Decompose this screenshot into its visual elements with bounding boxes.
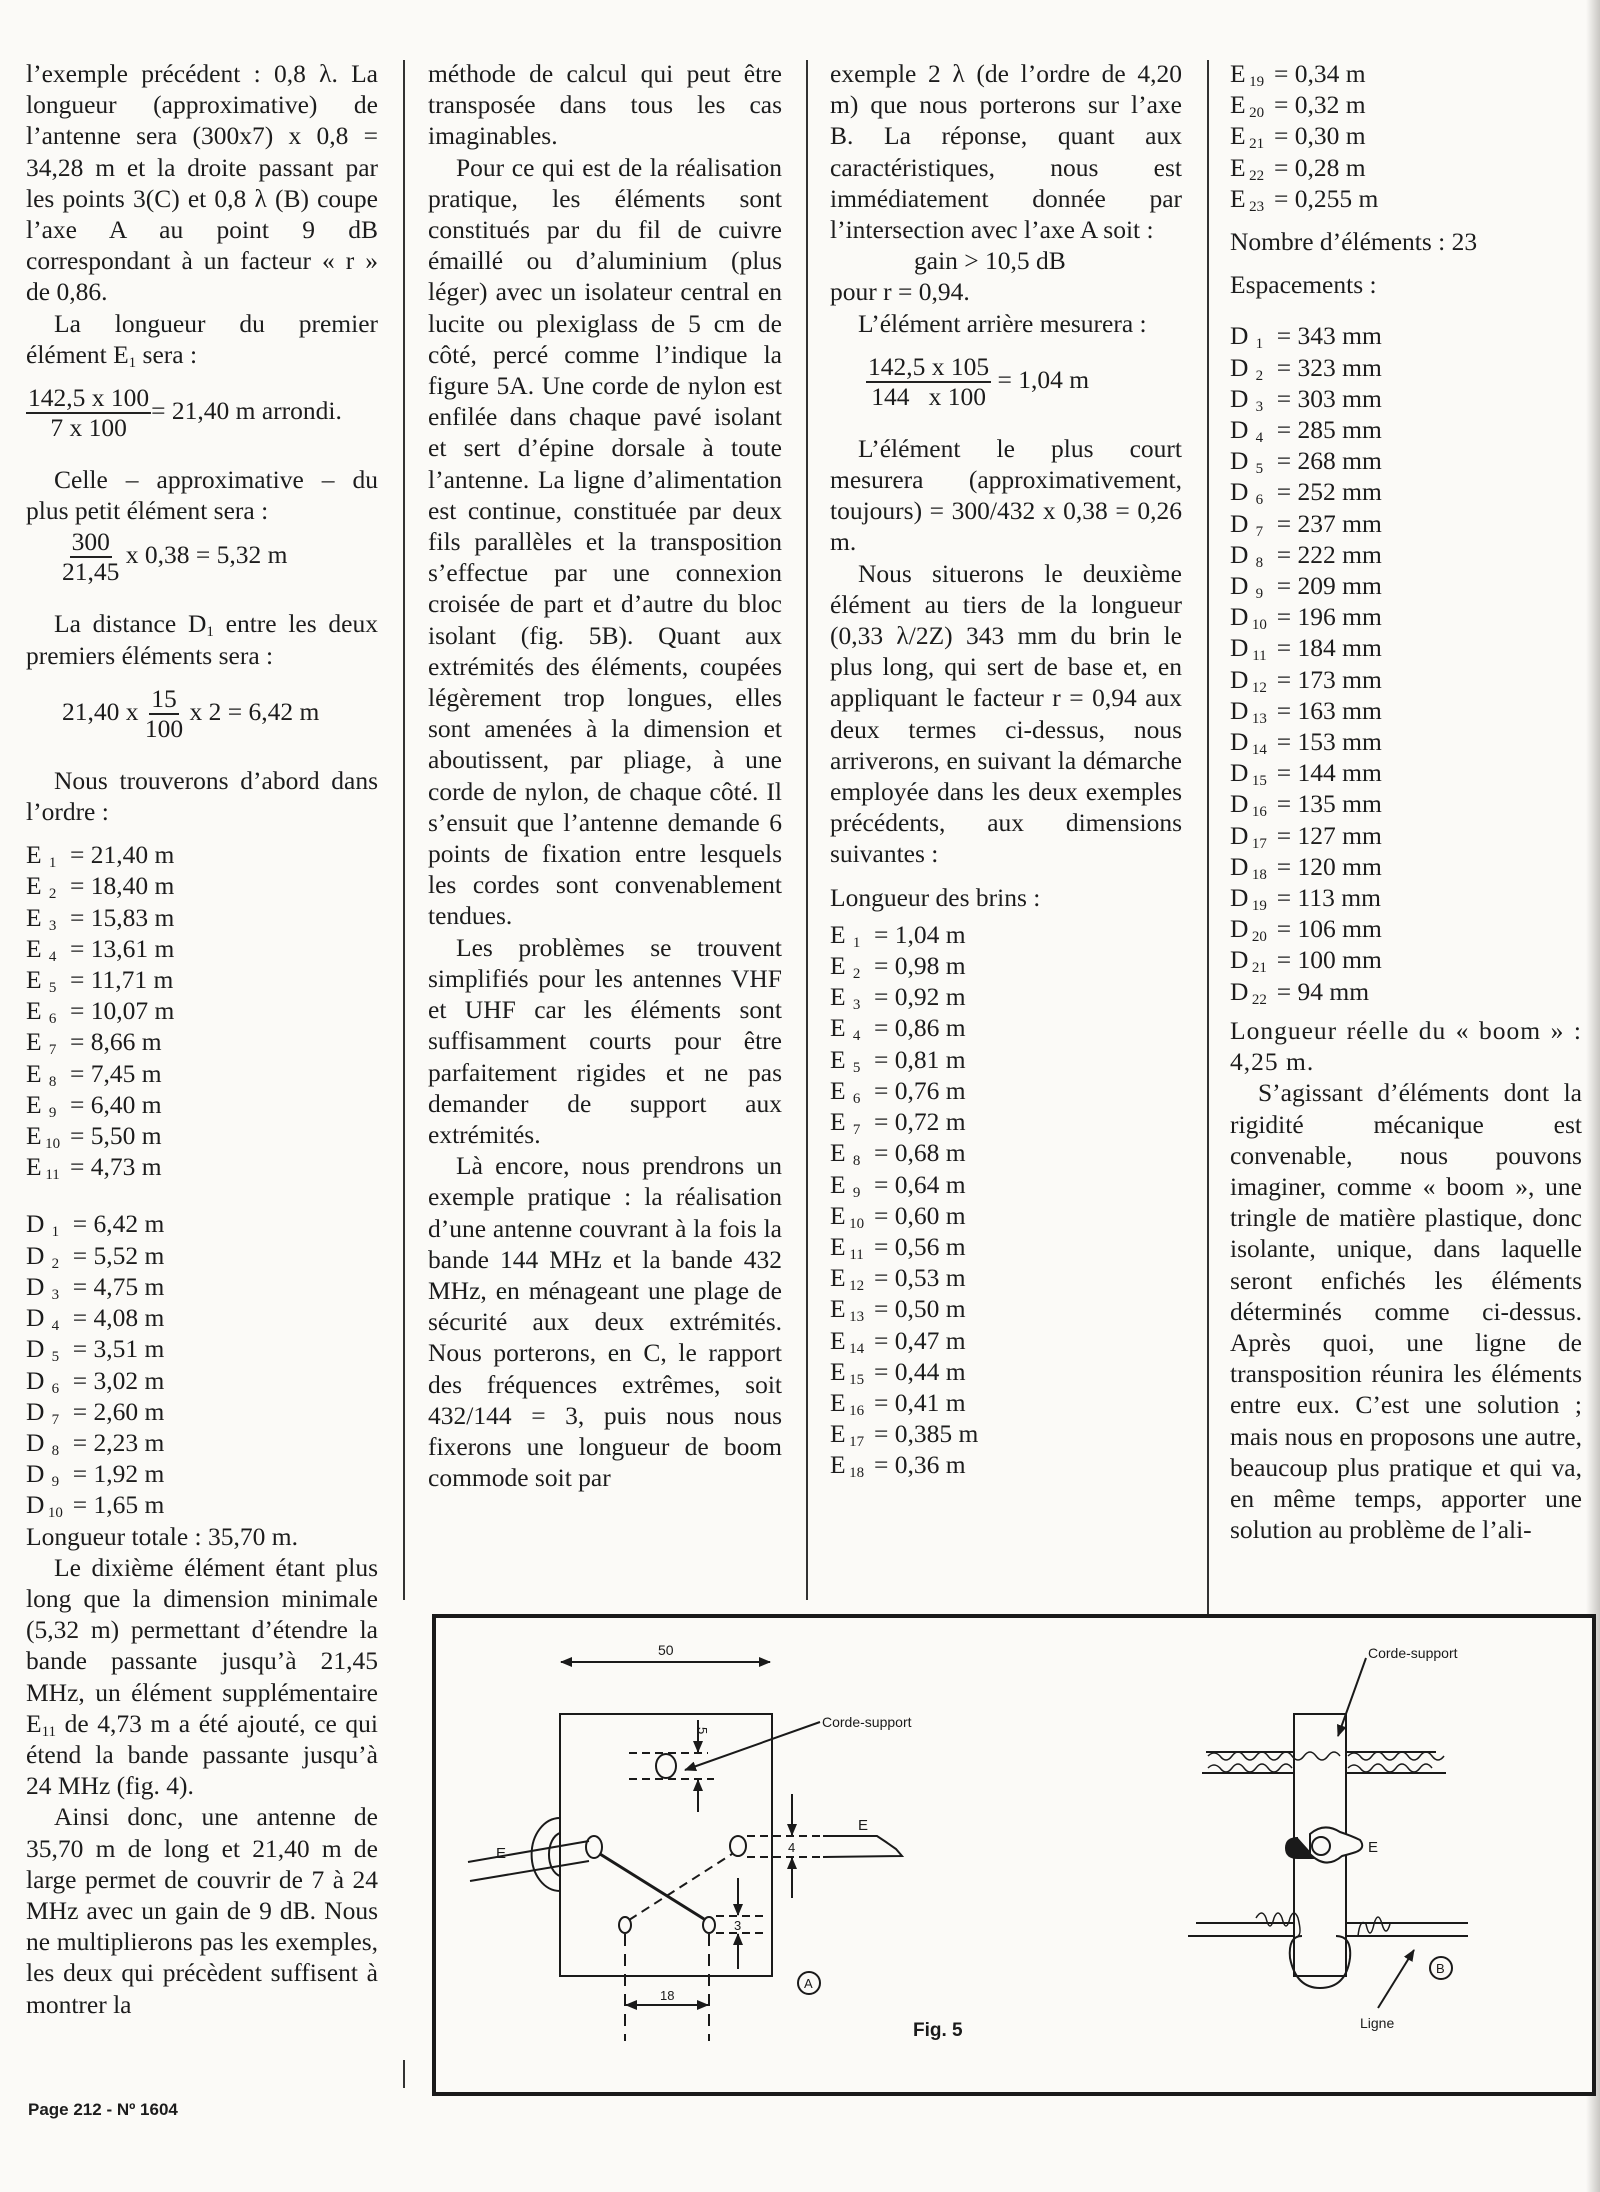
value: = 303 mm: [1270, 383, 1382, 413]
element-length-list: [26, 839, 378, 1182]
symbol: D: [26, 1459, 45, 1489]
symbol: E: [1230, 152, 1246, 182]
symbol: D: [26, 1303, 45, 1333]
symbol: D: [1230, 477, 1249, 507]
symbol: D: [26, 1490, 45, 1520]
spacings-title: Espacements :: [1230, 270, 1377, 300]
element-length-item: E $_3$ = 0,92 m: [830, 982, 966, 1014]
element-spacing-item: D $_{13}$ = 163 mm: [1230, 695, 1382, 727]
column-1: [26, 58, 378, 2020]
value: = 0,92 m: [867, 982, 966, 1012]
symbol: D: [1230, 633, 1249, 663]
value: = 5,52 m: [66, 1240, 165, 1270]
value: = 113 mm: [1270, 883, 1381, 913]
paragraph: Pour ce qui est de la réalisation pratique, les éléments sont constitués par du fil de cuivre émaillé ou d’aluminium (plus léger) avec un isolateur central en lucite ou plexiglass de 5 cm de côté, percé comme l’indique la figure 5A. Une corde de nylon est enfilée dans chaque pavé isolant et sert d’épine dorsale à toute l’antenne. La ligne d’alimentation est continue, constituée par deux fils parallèles et la transposition s’effectue par une connexion croisée de part et d’autre du bloc isolant (fig. 5B). Quant aux extrémités des éléments, coupées légèrement trop longues, elles sont amenées à la dimension et aboutissent, par pliage, à une corde de nylon, de chaque côté. Il s’ensuit que l’antenne demande 6 points de fixation entre lesquels les cordes sont convenablement tendues.: [428, 152, 782, 931]
value: = 0,30 m: [1267, 121, 1366, 151]
value: = 343 mm: [1270, 321, 1382, 351]
symbol: D: [1230, 664, 1249, 694]
dim-label-4: 4: [788, 1840, 796, 1855]
element-length-item: E $_4$ = 13,61 m: [26, 933, 175, 965]
symbol: E: [830, 951, 846, 981]
element-length-item: E $_{17}$ = 0,385 m: [830, 1419, 979, 1451]
value: = 0,56 m: [867, 1231, 966, 1261]
element-length-item: E $_{15}$ = 0,44 m: [830, 1356, 966, 1388]
column-rule: [806, 60, 808, 1600]
value: = 127 mm: [1270, 820, 1382, 850]
paragraph: Nous trouverons d’abord dans l’ordre :: [26, 765, 378, 827]
element-spacing-item: D $_4$ = 4,08 m: [26, 1303, 165, 1335]
element-length-item: E $_5$ = 0,81 m: [830, 1044, 966, 1076]
column-rule: [403, 2060, 405, 2088]
value: = 0,76 m: [867, 1075, 966, 1105]
element-length-item: E $_1$ = 1,04 m: [830, 919, 966, 951]
element-spacing-item: D $_3$ = 303 mm: [1230, 383, 1382, 415]
symbol: E: [26, 1152, 42, 1182]
column-4: [1230, 58, 1582, 1545]
symbol: D: [1230, 976, 1249, 1006]
value: = 2,23 m: [66, 1427, 165, 1457]
element-length-item: E $_7$ = 0,72 m: [830, 1107, 966, 1139]
symbol: E: [830, 1325, 846, 1355]
equation-min-element: $\frac{300}{21,45}$ x 0,38 = 5,32 m: [62, 527, 288, 587]
value: = 0,44 m: [867, 1356, 966, 1386]
element-length-item: E $_8$ = 0,68 m: [830, 1138, 966, 1170]
element-label-left: E: [496, 1845, 507, 1862]
symbol: D: [1230, 539, 1249, 569]
element-label-b: E: [1368, 1839, 1379, 1856]
symbol: D: [26, 1209, 45, 1239]
value: = 0,255 m: [1267, 183, 1379, 213]
value: = 0,34 m: [1267, 59, 1366, 88]
element-spacing-item: D $_{20}$ = 106 mm: [1230, 914, 1382, 946]
symbol: E: [830, 1294, 846, 1324]
element-length-list: [1230, 58, 1582, 214]
paragraph: Ainsi donc, une antenne de 35,70 m de long et 21,40 m de large permet de couvrir de 7 à 24 MHz avec un gain de 9 dB. Nous ne multiplierons pas les exemples, les deux qui précèdent suffisent à montrer la: [26, 1802, 378, 2019]
element-count: Nombre d’éléments : 23: [1230, 227, 1478, 257]
label-a: A: [804, 1976, 813, 1991]
value: = 0,36 m: [867, 1450, 966, 1480]
element-spacing-item: D $_{11}$ = 184 mm: [1230, 633, 1382, 665]
symbol: E: [26, 1027, 42, 1057]
symbol: D: [1230, 758, 1249, 788]
boom-length: Longueur réelle du « boom » : 4,25 m.: [1230, 1015, 1582, 1077]
brins-title: Longueur des brins :: [830, 882, 1041, 912]
element-spacing-item: D $_1$ = 343 mm: [1230, 321, 1382, 353]
value: = 0,64 m: [867, 1169, 966, 1199]
element-spacing-item: D $_9$ = 1,92 m: [26, 1459, 165, 1491]
element-length-item: E $_{13}$ = 0,50 m: [830, 1294, 966, 1326]
value: = 0,72 m: [867, 1107, 966, 1137]
value: = 120 mm: [1270, 851, 1382, 881]
element-length-item: E $_2$ = 18,40 m: [26, 871, 175, 903]
symbol: D: [1230, 820, 1249, 850]
symbol: E: [26, 871, 42, 901]
value: = 13,61 m: [63, 933, 175, 963]
element-spacing-item: D $_{10}$ = 196 mm: [1230, 602, 1382, 634]
symbol: E: [830, 982, 846, 1012]
element-length-item: E $_{16}$ = 0,41 m: [830, 1387, 966, 1419]
element-spacing-item: D $_{10}$ = 1,65 m: [26, 1490, 165, 1522]
symbol: D: [1230, 321, 1249, 351]
value: = 153 mm: [1270, 727, 1382, 757]
element-spacing-item: D $_7$ = 237 mm: [1230, 508, 1382, 540]
symbol: E: [26, 1058, 42, 1088]
symbol: D: [1230, 446, 1249, 476]
value: = 10,07 m: [63, 996, 175, 1026]
paragraph: l’exemple précédent : 0,8 λ. La longueur (approximative) de l’antenne sera (300x7) x 0,8 = 34,28 m et la droite passant par les points 3(C) et 0,8 λ (B) coupe l’axe A au point 9 dB correspondant à un facteur « r » de 0,86.: [26, 59, 378, 307]
symbol: E: [830, 1356, 846, 1386]
page-footer: Page 212 - Nº 1604: [28, 2100, 178, 2119]
value: = 268 mm: [1270, 446, 1382, 476]
symbol: E: [830, 1450, 846, 1480]
symbol: D: [1230, 789, 1249, 819]
column-2: [428, 58, 782, 1493]
value: = 7,45 m: [63, 1058, 162, 1088]
element-spacing-list: [1230, 320, 1582, 1006]
total-length: Longueur totale : 35,70 m.: [26, 1521, 298, 1551]
symbol: E: [830, 1200, 846, 1230]
symbol: E: [830, 1044, 846, 1074]
symbol: E: [26, 1089, 42, 1119]
paragraph: S’agissant d’éléments dont la rigidité mécanique est convenable, nous pouvons imaginer, comme « boom », une tringle de matière plastique, donc isolante, unique, dans laquelle seront enfichés les éléments déterminés comme ci-dessus. Après quoi, une ligne de transposition réunira les éléments entre eux. C’est une solution ; mais nous en proposons une autre, beaucoup plus pratique et qui va, en même temps, apporter une solution au problème de l’ali-: [1230, 1078, 1582, 1545]
element-spacing-item: D $_{18}$ = 120 mm: [1230, 851, 1382, 883]
value: = 163 mm: [1270, 695, 1382, 725]
symbol: D: [26, 1365, 45, 1395]
value: = 4,08 m: [66, 1303, 165, 1333]
element-spacing-item: D $_7$ = 2,60 m: [26, 1396, 165, 1428]
element-spacing-item: D $_9$ = 209 mm: [1230, 571, 1382, 603]
figure-caption: Fig. 5: [913, 2020, 963, 2041]
element-length-item: E $_2$ = 0,98 m: [830, 951, 966, 983]
corde-support-label-a: Corde-support: [822, 1714, 912, 1730]
paragraph: L’élément arrière mesurera :: [858, 308, 1147, 338]
symbol: E: [1230, 59, 1246, 88]
symbol: D: [26, 1334, 45, 1364]
dim-label-18: 18: [660, 1988, 675, 2003]
dim-label-50: 50: [658, 1642, 674, 1658]
value: = 252 mm: [1270, 477, 1382, 507]
value: = 0,32 m: [1267, 90, 1366, 120]
element-spacing-item: D $_{19}$ = 113 mm: [1230, 883, 1381, 915]
symbol: E: [830, 1231, 846, 1261]
symbol: E: [26, 840, 42, 870]
value: = 184 mm: [1270, 633, 1382, 663]
symbol: E: [830, 1419, 846, 1449]
equation-d1: 21,40 x $\frac{15}{100}$ x 2 = 6,42 m: [62, 683, 320, 743]
value: = 6,40 m: [63, 1089, 162, 1119]
symbol: E: [26, 996, 42, 1026]
value: = 1,65 m: [66, 1490, 165, 1520]
element-spacing-item: D $_5$ = 268 mm: [1230, 446, 1382, 478]
element-length-item: E $_8$ = 7,45 m: [26, 1058, 162, 1090]
element-length-item: E $_7$ = 8,66 m: [26, 1027, 162, 1059]
value: = 0,53 m: [867, 1263, 966, 1293]
equation-e1: $\frac{142,5 x 100}{7 x 100}$ = 21,40 m arrondi.: [28, 383, 342, 443]
figure-5: [432, 1614, 1596, 2096]
value: = 4,75 m: [66, 1271, 165, 1301]
element-spacing-item: D $_4$ = 285 mm: [1230, 415, 1382, 447]
symbol: E: [830, 1075, 846, 1105]
element-spacing-item: D $_{14}$ = 153 mm: [1230, 727, 1382, 759]
value: = 173 mm: [1270, 664, 1382, 694]
paragraph: La distance $D_1$ entre les deux premiers éléments sera :: [26, 609, 379, 670]
value: = 196 mm: [1270, 602, 1382, 632]
ligne-label: Ligne: [1360, 2015, 1395, 2031]
symbol: E: [830, 1387, 846, 1417]
element-label-right: E: [858, 1817, 869, 1834]
value: = 0,98 m: [867, 951, 966, 981]
element-spacing-item: D $_5$ = 3,51 m: [26, 1334, 165, 1366]
value: = 94 mm: [1270, 976, 1370, 1006]
symbol: E: [26, 1121, 42, 1151]
value: = 0,86 m: [867, 1013, 966, 1043]
value: = 5,50 m: [63, 1121, 162, 1151]
equation-rear-element: $\frac{142,5 x 105}{144 x 100}$ = 1,04 m: [868, 351, 1090, 411]
element-spacing-item: D $_3$ = 4,75 m: [26, 1271, 165, 1303]
element-spacing-item: D $_{21}$ = 100 mm: [1230, 945, 1382, 977]
paragraph: Là encore, nous prendrons un exemple pratique : la réalisation d’une antenne couvrant à la fois la bande 144 MHz et la bande 432 MHz, en ménageant une plage de sécurité aux deux extrémités. Nous porterons, en C, le rapport des fréquences extrêmes, soit 432/144 = 3, puis nous nous fixerons une longueur de boom commode soit par: [428, 1151, 782, 1493]
element-length-item: E $_1$ = 21,40 m: [26, 840, 175, 872]
value: = 3,51 m: [66, 1334, 165, 1364]
element-length-item: E $_{11}$ = 0,56 m: [830, 1231, 966, 1263]
element-spacing-item: D $_8$ = 2,23 m: [26, 1427, 165, 1459]
value: = 6,42 m: [66, 1209, 165, 1239]
symbol: D: [1230, 415, 1249, 445]
symbol: D: [1230, 602, 1249, 632]
element-spacing-list: [26, 1208, 378, 1520]
value: = 285 mm: [1270, 415, 1382, 445]
value: = 0,385 m: [867, 1419, 979, 1449]
value: = 3,02 m: [66, 1365, 165, 1395]
symbol: E: [26, 902, 42, 932]
symbol: E: [830, 1138, 846, 1168]
element-length-item: E $_{22}$ = 0,28 m: [1230, 152, 1366, 184]
element-length-list: [830, 919, 1182, 1481]
value: = 0,41 m: [867, 1387, 966, 1417]
value: = 18,40 m: [63, 871, 175, 901]
element-length-item: E $_{18}$ = 0,36 m: [830, 1450, 966, 1482]
element-spacing-item: D $_8$ = 222 mm: [1230, 539, 1382, 571]
value: = 2,60 m: [66, 1396, 165, 1426]
symbol: D: [1230, 508, 1249, 538]
symbol: E: [26, 965, 42, 995]
symbol: D: [1230, 883, 1249, 913]
element-spacing-item: D $_6$ = 252 mm: [1230, 477, 1382, 509]
element-length-item: E $_{14}$ = 0,47 m: [830, 1325, 966, 1357]
value: = 11,71 m: [63, 965, 174, 995]
label-b: B: [1436, 1961, 1445, 1976]
symbol: E: [830, 1169, 846, 1199]
symbol: D: [1230, 727, 1249, 757]
paragraph: méthode de calcul qui peut être transposée dans tous les cas imaginables.: [428, 59, 782, 151]
paragraph: exemple 2 λ (de l’ordre de 4,20 m) que nous porterons sur l’axe B. La réponse, quant aux caractéristiques, nous est immédiatement donnée par l’intersection avec l’axe A soit :: [830, 59, 1182, 245]
paragraph: Le dixième élément étant plus long que la dimension minimale (5,32 m) permettant d’étendre la bande passante jusqu’à 21,45 MHz, un élément supplémentaire $E_{11}$ de 4,73 m a été ajouté, ce qui étend la bande passante jusqu’à 24 MHz (fig. 4).: [26, 1552, 378, 1801]
value: = 222 mm: [1270, 539, 1382, 569]
corde-support-label-b: Corde-support: [1368, 1645, 1458, 1661]
symbol: D: [1230, 571, 1249, 601]
element-spacing-item: D $_{12}$ = 173 mm: [1230, 664, 1382, 696]
value: = 237 mm: [1270, 508, 1382, 538]
element-length-item: E $_{12}$ = 0,53 m: [830, 1263, 966, 1295]
element-length-item: E $_3$ = 15,83 m: [26, 902, 175, 934]
symbol: E: [1230, 183, 1246, 213]
element-length-item: E $_9$ = 6,40 m: [26, 1089, 162, 1121]
symbol: D: [26, 1396, 45, 1426]
element-spacing-item: D $_6$ = 3,02 m: [26, 1365, 165, 1397]
element-length-item: E $_{20}$ = 0,32 m: [1230, 90, 1366, 122]
element-spacing-item: D $_{16}$ = 135 mm: [1230, 789, 1382, 821]
symbol: D: [26, 1427, 45, 1457]
element-length-item: E $_5$ = 11,71 m: [26, 965, 174, 997]
column-rule: [1207, 60, 1209, 1620]
paragraph: L’élément le plus court mesurera (approximativement, toujours) = 300/432 x 0,38 = 0,26 m.: [830, 433, 1182, 557]
value: = 0,50 m: [867, 1294, 966, 1324]
element-spacing-item: D $_1$ = 6,42 m: [26, 1209, 165, 1241]
element-length-item: E $_{21}$ = 0,30 m: [1230, 121, 1366, 153]
value: = 209 mm: [1270, 571, 1382, 601]
element-spacing-item: D $_2$ = 323 mm: [1230, 352, 1382, 384]
dim-label-3: 3: [734, 1918, 742, 1933]
element-length-item: E $_{10}$ = 5,50 m: [26, 1121, 162, 1153]
column-3: [830, 58, 1182, 1481]
paragraph: La longueur du premier élément $E_1$ sera :: [26, 308, 378, 371]
symbol: D: [1230, 695, 1249, 725]
value: = 323 mm: [1270, 352, 1382, 382]
element-spacing-item: D $_2$ = 5,52 m: [26, 1240, 165, 1272]
value: = 8,66 m: [63, 1027, 162, 1057]
value: = 0,81 m: [867, 1044, 966, 1074]
element-length-item: E $_9$ = 0,64 m: [830, 1169, 966, 1201]
value: = 21,40 m: [63, 840, 175, 870]
element-length-item: E $_6$ = 10,07 m: [26, 996, 175, 1028]
figure-5a-overlay: [436, 1618, 1592, 2092]
symbol: D: [1230, 914, 1249, 944]
symbol: D: [1230, 383, 1249, 413]
symbol: D: [26, 1271, 45, 1301]
dim-label-5: 5: [695, 1727, 710, 1735]
value: = 1,04 m: [867, 919, 966, 949]
element-length-item: E $_6$ = 0,76 m: [830, 1075, 966, 1107]
value: = 15,83 m: [63, 902, 175, 932]
symbol: E: [830, 919, 846, 949]
paragraph: Nous situerons le deuxième élément au tiers de la longueur (0,33 λ/2Z) 343 mm du brin le plus long, qui sert de base et, en appliquant le facteur r = 0,94 aux deux termes ci-dessus, nous arriverons, en suivant la démarche employée dans les deux exemples précédents, aux dimensions suivantes :: [830, 558, 1182, 869]
symbol: D: [1230, 352, 1249, 382]
value: = 100 mm: [1270, 945, 1382, 975]
symbol: E: [1230, 90, 1246, 120]
r-factor: pour r = 0,94.: [830, 277, 970, 307]
value: = 4,73 m: [63, 1152, 162, 1182]
value: = 0,47 m: [867, 1325, 966, 1355]
element-length-item: E $_4$ = 0,86 m: [830, 1013, 966, 1045]
value: = 0,60 m: [867, 1200, 966, 1230]
element-spacing-item: D $_{22}$ = 94 mm: [1230, 976, 1370, 1008]
value: = 106 mm: [1270, 914, 1382, 944]
value: = 1,92 m: [66, 1459, 165, 1489]
column-rule: [403, 60, 405, 1600]
symbol: E: [26, 933, 42, 963]
symbol: D: [1230, 851, 1249, 881]
symbol: E: [830, 1263, 846, 1293]
value: = 135 mm: [1270, 789, 1382, 819]
paragraph: Les problèmes se trouvent simplifiés pour les antennes VHF et UHF car les éléments sont suffisamment courts pour être parfaitement rigides et ne pas demander de support aux extrémités.: [428, 932, 782, 1149]
symbol: E: [830, 1107, 846, 1137]
symbol: D: [26, 1240, 45, 1270]
element-length-item: E $_{19}$ = 0,34 m: [1230, 59, 1366, 90]
element-length-item: E $_{11}$ = 4,73 m: [26, 1152, 162, 1184]
symbol: E: [1230, 121, 1246, 151]
gain-result: gain > 10,5 dB: [914, 246, 1066, 276]
element-length-item: E $_{23}$ = 0,255 m: [1230, 183, 1379, 215]
symbol: D: [1230, 945, 1249, 975]
value: = 0,68 m: [867, 1138, 966, 1168]
paragraph: Celle – approximative – du plus petit élément sera :: [26, 465, 378, 526]
value: = 0,28 m: [1267, 152, 1366, 182]
value: = 144 mm: [1270, 758, 1382, 788]
symbol: E: [830, 1013, 846, 1043]
element-spacing-item: D $_{17}$ = 127 mm: [1230, 820, 1382, 852]
element-length-item: E $_{10}$ = 0,60 m: [830, 1200, 966, 1232]
element-spacing-item: D $_{15}$ = 144 mm: [1230, 758, 1382, 790]
